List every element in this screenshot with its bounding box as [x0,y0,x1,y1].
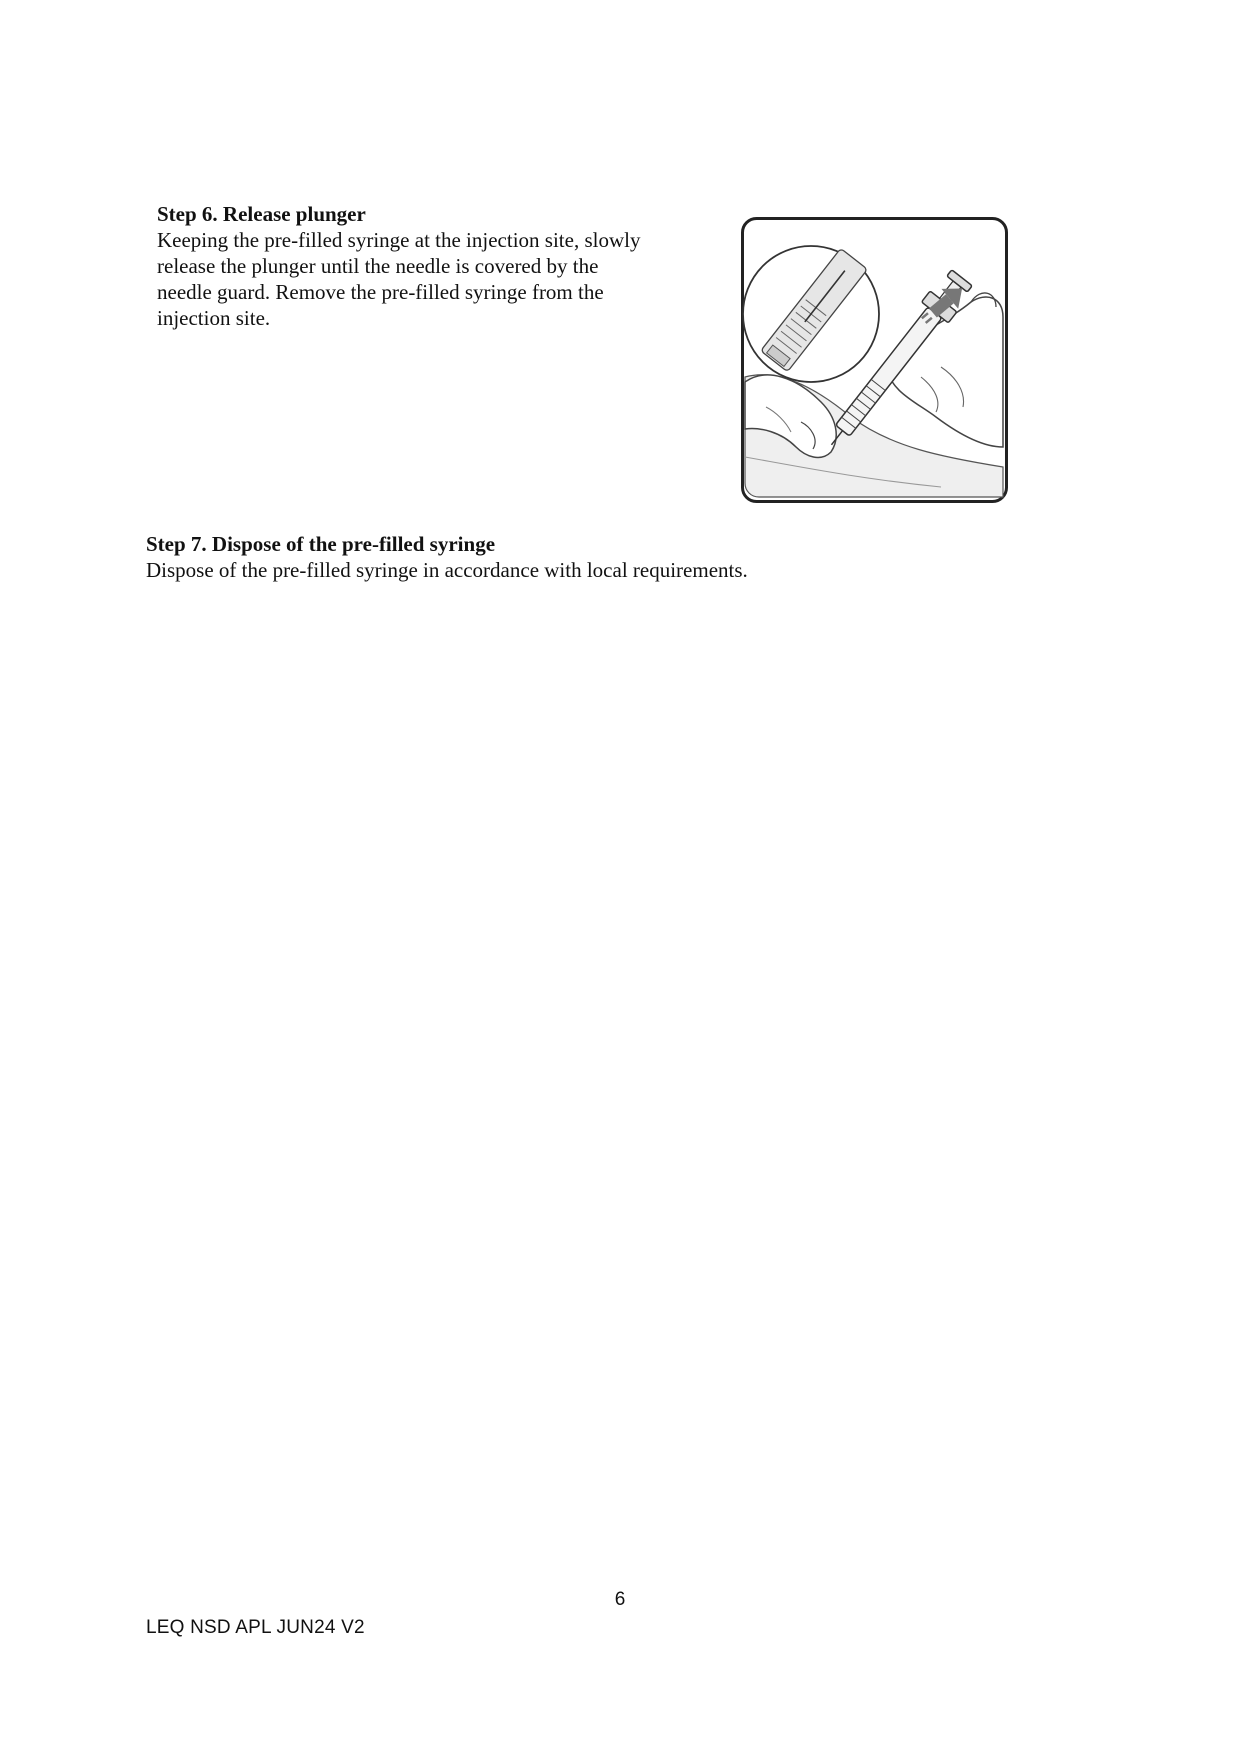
page-number: 6 [614,1589,626,1610]
syringe-release-illustration-icon [741,217,1008,503]
step-7-section [146,531,966,583]
step-6-line: Keeping the pre-filled syringe at the injection site, slowly [157,228,641,252]
step-6-line: needle guard. Remove the pre-filled syringe from the [157,280,604,304]
step-6-section [157,201,697,331]
step-6-line: injection site. [157,306,271,330]
step-7-heading: Step 7. Dispose of the pre-filled syringe [146,532,496,556]
step-6-heading: Step 6. Release plunger [157,202,366,226]
document-code: LEQ NSD APL JUN24 V2 [146,1617,365,1638]
step-7-body: Dispose of the pre-filled syringe in accordance with local requirements. [146,558,748,582]
step-6-line: release the plunger until the needle is covered by the [157,254,599,278]
